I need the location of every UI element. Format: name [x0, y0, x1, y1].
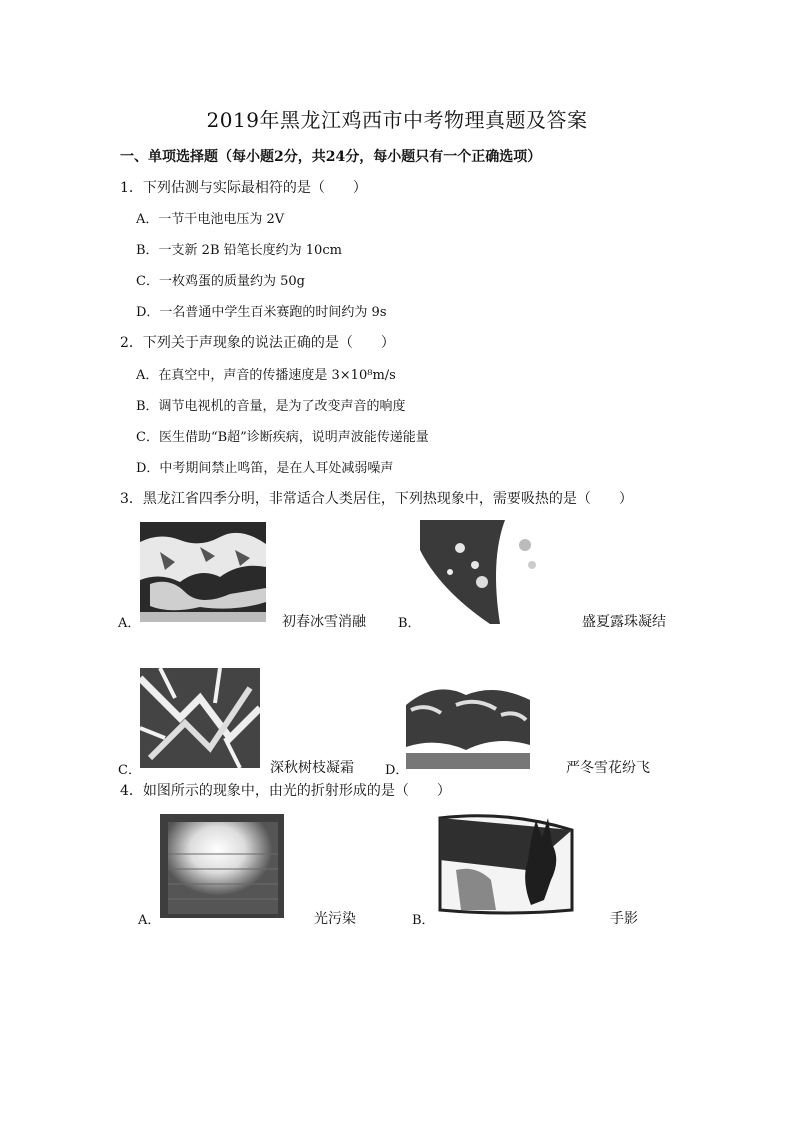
frost-branch-photo — [140, 668, 260, 768]
question-3-option-b-caption: 盛夏露珠凝结 — [582, 614, 666, 630]
snowy-tree-photo — [406, 675, 530, 769]
question-2-stem: 2．下列关于声现象的说法正确的是（ ） — [120, 335, 395, 351]
question-4-option-b-caption: 手影 — [610, 911, 638, 927]
dew-leaf-photo — [420, 520, 550, 624]
question-4-option-a-letter: A． — [138, 913, 161, 928]
question-4-option-a-caption: 光污染 — [314, 911, 356, 927]
question-1-stem: 1．下列估测与实际最相符的是（ ） — [120, 180, 367, 196]
question-1-option-d: D．一名普通中学生百米赛跑的时间约为 9s — [136, 305, 387, 320]
question-4-stem: 4．如图所示的现象中，由光的折射形成的是（ ） — [120, 783, 451, 799]
question-3-option-a-caption: 初春冰雪消融 — [282, 614, 366, 630]
question-2-option-d: D．中考期间禁止鸣笛，是在人耳处减弱噪声 — [136, 461, 394, 476]
question-3-option-c-letter: C． — [118, 763, 141, 778]
page-title: 2019年黑龙江鸡西市中考物理真题及答案 — [206, 108, 588, 132]
melting-snow-photo — [140, 522, 266, 622]
question-1-option-b: B．一支新 2B 铅笔长度约为 10cm — [136, 243, 342, 258]
question-1-option-a: A．一节干电池电压为 2V — [136, 212, 285, 227]
question-3-option-b-letter: B． — [398, 616, 421, 631]
hand-shadow-photo — [436, 810, 576, 916]
question-2-option-a: A．在真空中，声音的传播速度是 3×10⁸m/s — [136, 368, 396, 383]
question-3-option-d-letter: D． — [385, 763, 409, 778]
question-1-option-c: C．一枚鸡蛋的质量约为 50g — [136, 274, 305, 289]
question-4-option-b-letter: B． — [412, 913, 435, 928]
question-2-option-b: B．调节电视机的音量，是为了改变声音的响度 — [136, 399, 406, 414]
question-3-stem: 3．黑龙江省四季分明，非常适合人类居住，下列热现象中，需要吸热的是（ ） — [120, 491, 633, 507]
question-2-option-c: C．医生借助“B超”诊断疾病，说明声波能传递能量 — [136, 430, 429, 445]
glare-building-photo — [160, 814, 284, 918]
question-3-option-c-caption: 深秋树枝凝霜 — [270, 760, 354, 776]
question-3-option-d-caption: 严冬雪花纷飞 — [566, 760, 650, 776]
section-heading: 一、单项选择题（每小题2分，共24分，每小题只有一个正确选项） — [120, 149, 542, 165]
question-3-option-a-letter: A． — [118, 616, 141, 631]
